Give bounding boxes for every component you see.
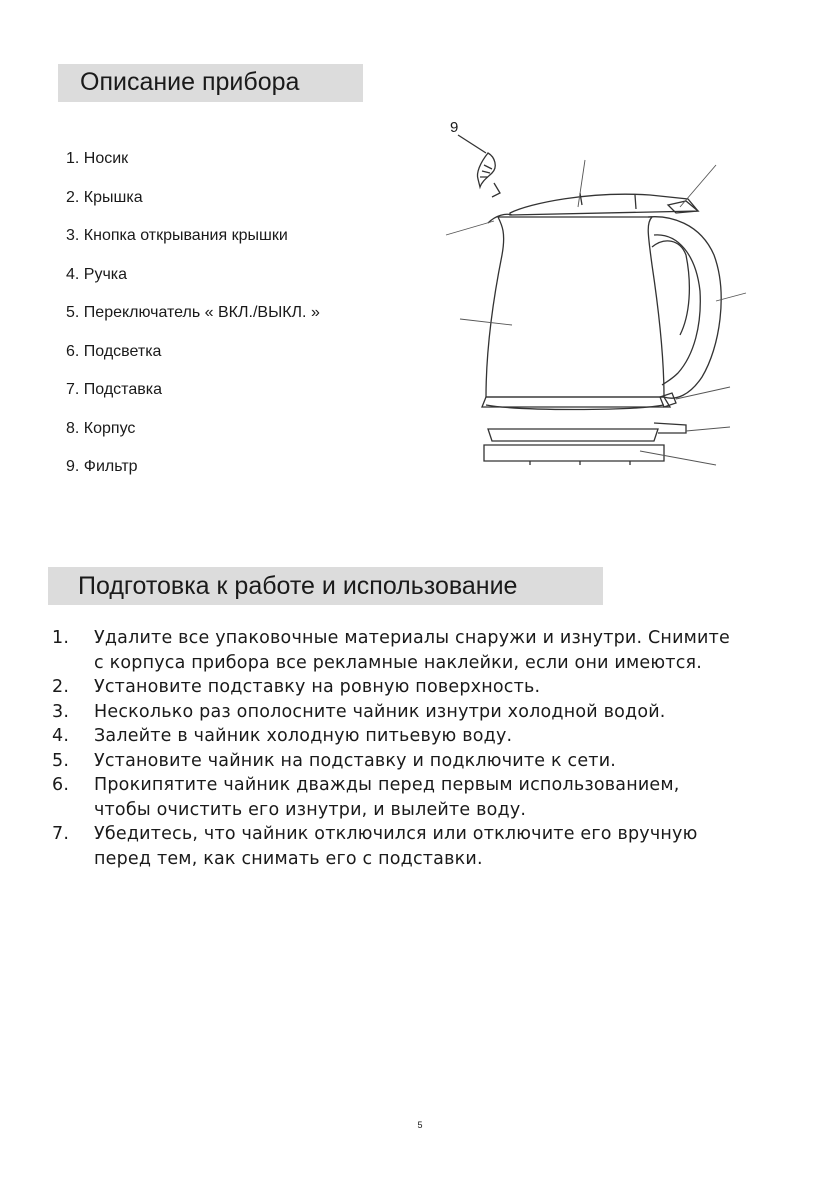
instruction-step — [52, 626, 782, 675]
part-item-lid-button: 3. Кнопка открывания крышки — [66, 227, 288, 244]
part-item-lid: 2. Крышка — [66, 188, 143, 206]
step-number: 5. — [52, 750, 70, 771]
part-item-switch: 5. Переключатель « ВКЛ./ВЫКЛ. » — [66, 304, 320, 321]
part-item-filter: 9. Фильтр — [66, 458, 138, 475]
section-header-preparation — [48, 567, 603, 605]
step-text: Установите подставку на ровную поверхность. — [94, 677, 541, 697]
step-text: Залейте в чайник холодную питьевую воду. — [94, 726, 513, 746]
part-item-handle: 4. Ручка — [66, 265, 128, 283]
step-text: Несколько раз ополосните чайник изнутри холодной водой. — [94, 701, 666, 722]
instruction-step — [52, 749, 782, 774]
instruction-step — [52, 773, 782, 822]
section-title: Описание прибора — [80, 68, 300, 96]
instructions-list — [52, 626, 782, 871]
step-number: 1. — [52, 628, 70, 648]
part-item-body: 8. Корпус — [66, 419, 136, 437]
part-item-light: 6. Подсветка — [66, 342, 162, 360]
section-title: Подготовка к работе и использование — [78, 572, 518, 600]
filter-icon — [458, 135, 500, 197]
step-number: 3. — [52, 701, 70, 722]
kettle-icon — [482, 193, 721, 465]
instruction-step — [52, 700, 782, 725]
step-text: с корпуса прибора все рекламные наклейки, если они имеются. — [94, 652, 703, 673]
step-text: Удалите все упаковочные материалы снаружи и изнутри. Снимите — [94, 628, 730, 648]
section-header-description — [58, 64, 363, 102]
kettle-diagram — [440, 115, 760, 475]
step-text: Убедитесь, что чайник отключился или отключите его вручную — [94, 824, 698, 844]
instruction-step — [52, 822, 782, 871]
step-text: перед тем, как снимать его с подставки. — [94, 848, 483, 869]
step-text: Прокипятите чайник дважды перед первым использованием, — [94, 775, 680, 795]
part-item-spout: 1. Носик — [66, 150, 129, 167]
step-number: 6. — [52, 775, 70, 795]
instruction-step — [52, 675, 782, 700]
step-text: чтобы очистить его изнутри, и вылейте воду. — [94, 799, 527, 820]
filter-callout-number: 9 — [450, 119, 459, 136]
callout-leader-lines — [446, 160, 746, 465]
parts-list — [66, 148, 320, 495]
part-item-base: 7. Подставка — [66, 381, 162, 398]
page-number: 5 — [417, 1120, 423, 1130]
step-number: 2. — [52, 677, 70, 697]
step-number: 7. — [52, 824, 70, 844]
instruction-step — [52, 724, 782, 749]
step-text: Установите чайник на подставку и подключите к сети. — [94, 750, 617, 771]
step-number: 4. — [52, 726, 70, 746]
